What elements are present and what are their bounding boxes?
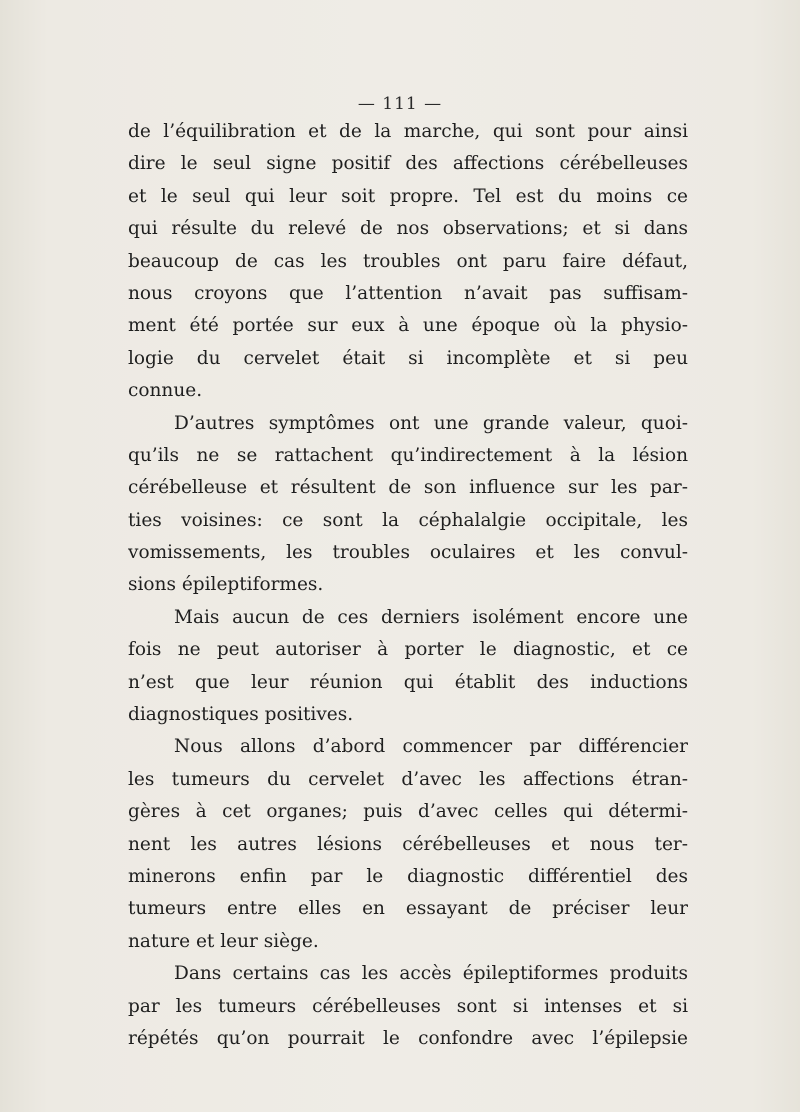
text-line: beaucoup de cas les troubles ont paru faire défaut, xyxy=(128,250,688,272)
text-line: n’est que leur réunion qui établit des inductions xyxy=(128,671,688,693)
text-line: les tumeurs du cervelet d’avec les affections étran- xyxy=(128,768,688,790)
text-line: Dans certains cas les accès épileptiformes produits xyxy=(174,963,688,985)
text-line: logie du cervelet était si incomplète et si peu xyxy=(128,347,688,369)
text-line: sions épileptiformes. xyxy=(128,574,324,596)
text-line: connue. xyxy=(128,380,203,402)
text-line: dire le seul signe positif des affections cérébelleuses xyxy=(128,153,688,175)
text-line: cérébelleuse et résultent de son influence sur les par- xyxy=(128,477,688,499)
text-line: Mais aucun de ces derniers isolément encore une xyxy=(174,606,688,628)
page-number: — 111 — xyxy=(357,94,443,114)
text-line: ment été portée sur eux à une époque où la physio- xyxy=(128,315,688,337)
text-line: diagnostiques positives. xyxy=(128,704,354,726)
text-line: D’autres symptômes ont une grande valeur, quoi- xyxy=(174,412,688,434)
text-line: minerons enfin par le diagnostic différentiel des xyxy=(128,865,688,887)
text-line: gères à cet organes; puis d’avec celles qui détermi- xyxy=(128,801,688,823)
text-line: nous croyons que l’attention n’avait pas suffisam- xyxy=(128,282,688,304)
text-line: Nous allons d’abord commencer par différencier xyxy=(174,736,688,758)
text-line: qu’ils ne se rattachent qu’indirectement à la lésion xyxy=(128,444,688,466)
text-line: ties voisines: ce sont la céphalalgie occipitale, les xyxy=(128,509,688,531)
text-line: vomissements, les troubles oculaires et les convul- xyxy=(128,542,688,564)
text-line: et le seul qui leur soit propre. Tel est du moins ce xyxy=(128,185,688,207)
text-line: de l’équilibration et de la marche, qui sont pour ainsi xyxy=(128,121,688,142)
text-line: tumeurs entre elles en essayant de préciser leur xyxy=(128,898,688,920)
text-line: nent les autres lésions cérébelleuses et nous ter- xyxy=(128,833,688,855)
text-line: nature et leur siège. xyxy=(128,930,319,952)
body-text xyxy=(128,116,688,1055)
text-line: fois ne peut autoriser à porter le diagnostic, et ce xyxy=(128,639,688,661)
text-line: qui résulte du relevé de nos observations; et si dans xyxy=(128,218,688,240)
text-line: par les tumeurs cérébelleuses sont si intenses et si xyxy=(128,995,688,1017)
text-line: répétés qu’on pourrait le confondre avec l’épilepsie xyxy=(128,1027,688,1049)
